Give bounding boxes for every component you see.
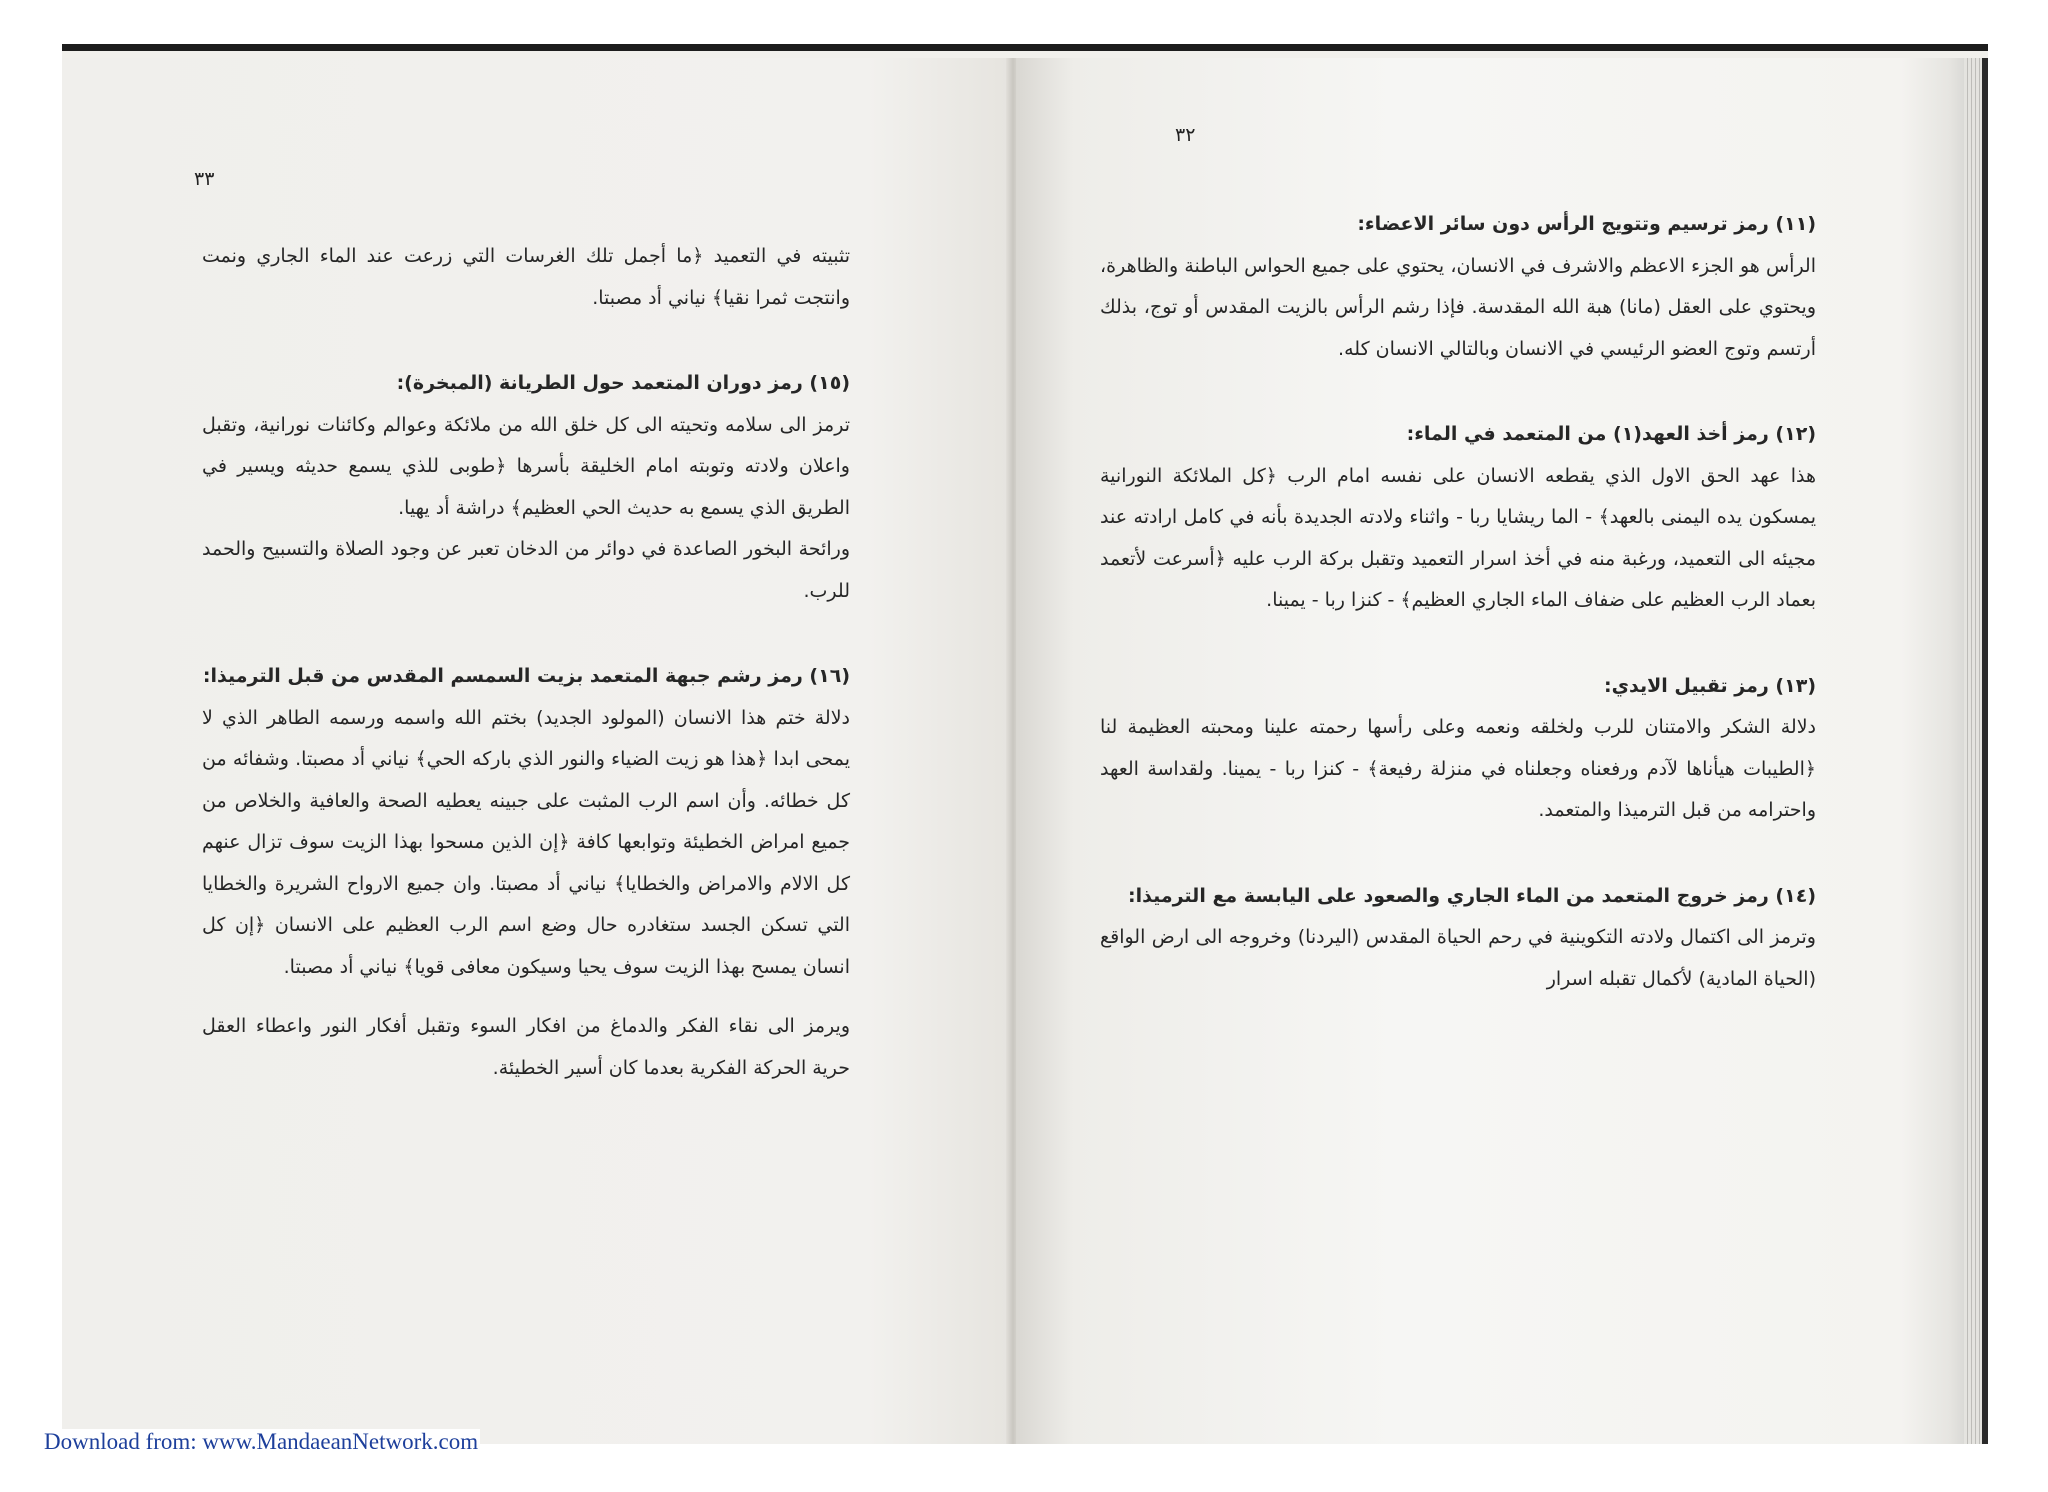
scan-edge-shadow xyxy=(1982,58,1988,1444)
paragraph-spacer xyxy=(1100,370,1816,414)
body-paragraph: ترمز الى سلامه وتحيته الى كل خلق الله من ملائكة وعوالم وكائنات نورانية، وتقبل واعلان ولادته وتوبته امام الخليقة بأسرها ﴿طوبى للذي يسمع حديثه ويسير في الطريق الذي يسمع به حديث الحي العظيم﴾ دراشة أد يهيا. xyxy=(202,413,850,519)
section-heading: (١٥) رمز دوران المتعمد حول الطريانة (المبخرة): xyxy=(396,372,850,394)
page-edge-stack xyxy=(1964,58,1982,1444)
book-spread-scan xyxy=(62,44,1988,1444)
right-page-text xyxy=(1100,204,1816,1000)
left-page-number: ٣٣ xyxy=(194,168,215,190)
body-paragraph: الرأس هو الجزء الاعظم والاشرف في الانسان، يحتوي على جميع الحواس الباطنة والظاهرة، ويحتوي على العقل (مانا) هبة الله المقدسة. فإذا رشم الرأس بالزيت المقدس أو توج، بذلك أرتسم وتوج العضو الرئيسي في الانسان وبالتالي الانسان كله. xyxy=(1100,254,1816,360)
section-heading: (١٤) رمز خروج المتعمد من الماء الجاري والصعود على اليابسة مع الترميذا: xyxy=(1128,884,1816,907)
section-heading: (١١) رمز ترسيم وتتويج الرأس دون سائر الاعضاء: xyxy=(1357,213,1816,235)
paragraph-spacer xyxy=(1100,832,1816,876)
body-paragraph: ويرمز الى نقاء الفكر والدماغ من افكار السوء وتقبل أفكار النور واعطاء العقل حرية الحركة الفكرية بعدما كان أسير الخطيئة. xyxy=(202,1015,850,1079)
body-paragraph: تثبيته في التعميد ﴿ما أجمل تلك الغرسات التي زرعت عند الماء الجاري ونمت وانتجت ثمرا نقيا﴾ نياني أد مصبتا. xyxy=(202,245,850,309)
section-heading: (١٦) رمز رشم جبهة المتعمد بزيت السمسم المقدس من قبل الترميذا: xyxy=(202,665,850,687)
body-paragraph: ورائحة البخور الصاعدة في دوائر من الدخان تعبر عن وجود الصلاة والتسبيح والحمد للرب. xyxy=(202,538,850,602)
body-paragraph: دلالة الشكر والامتنان للرب ولخلقه ونعمه وعلى رأسها رحمته علينا ومحبته العظيمة لنا ﴿الطيبات هيأناها لآدم ورفعناه وجعلناه في منزلة رفيعة﴾ - كنزا ربا - يمينا. ولقداسة العهد واحترامه من قبل الترميذا والمتعمد. xyxy=(1100,716,1816,821)
body-paragraph: دلالة ختم هذا الانسان (المولود الجديد) بختم الله واسمه ورسمه الطاهر الذي لا يمحى ابدا ﴿هذا هو زيت الضياء والنور الذي باركه الحي﴾ نياني أد مصبتا. وشفائه من كل خطائه. وأن اسم الرب المثبت على جبينه يعطيه الصحة والعافية والخلاص من جميع امراض الخطيئة وتوابعها كافة ﴿إن الذين مسحوا بهذا الزيت سوف تزال عنهم كل الالام والامراض والخطايا﴾ نياني أد مصبتا. وان جميع الارواح الشريرة والخطايا التي تسكن الجسد ستغادره حال وضع اسم الرب العظيم على الانسان ﴿إن كل انسان يمسح بهذا الزيت سوف يحيا وسيكون معافى قويا﴾ نياني أد مصبتا. xyxy=(202,706,850,978)
right-page xyxy=(1016,58,1978,1444)
download-link[interactable]: Download from: www.MandaeanNetwork.com xyxy=(44,1429,479,1454)
section-heading: (١٢) رمز أخذ العهد(١) من المتعمد في الماء: xyxy=(1406,423,1816,445)
paragraph-spacer xyxy=(202,319,850,363)
body-paragraph: وترمز الى اكتمال ولادته التكوينية في رحم الحياة المقدس (اليردنا) وخروجه الى ارض الواقع (الحياة المادية) لأكمال تقبله اسرار xyxy=(1100,926,1816,990)
right-page-number: ٣٢ xyxy=(1175,124,1196,146)
paragraph-spacer xyxy=(202,612,850,656)
left-page-text xyxy=(202,236,850,1089)
paragraph-spacer xyxy=(202,988,850,1006)
left-page xyxy=(62,58,1010,1444)
paragraph-spacer xyxy=(1100,622,1816,666)
body-paragraph: هذا عهد الحق الاول الذي يقطعه الانسان على نفسه امام الرب ﴿كل الملائكة النورانية يمسكون يده اليمنى بالعهد﴾ - الما ريشايا ربا - واثناء ولادته الجديدة بأنه في كامل ارادته عند مجيئه الى التعميد، ورغبة منه في أخذ اسرار التعميد وتقبل بركة الرب عليه ﴿أسرعت لأتعمد بعماد الرب العظيم على ضفاف الماء الجاري العظيم﴾ - كنزا ربا - يمينا. xyxy=(1100,464,1816,611)
section-heading: (١٣) رمز تقبيل الايدي: xyxy=(1603,674,1816,697)
